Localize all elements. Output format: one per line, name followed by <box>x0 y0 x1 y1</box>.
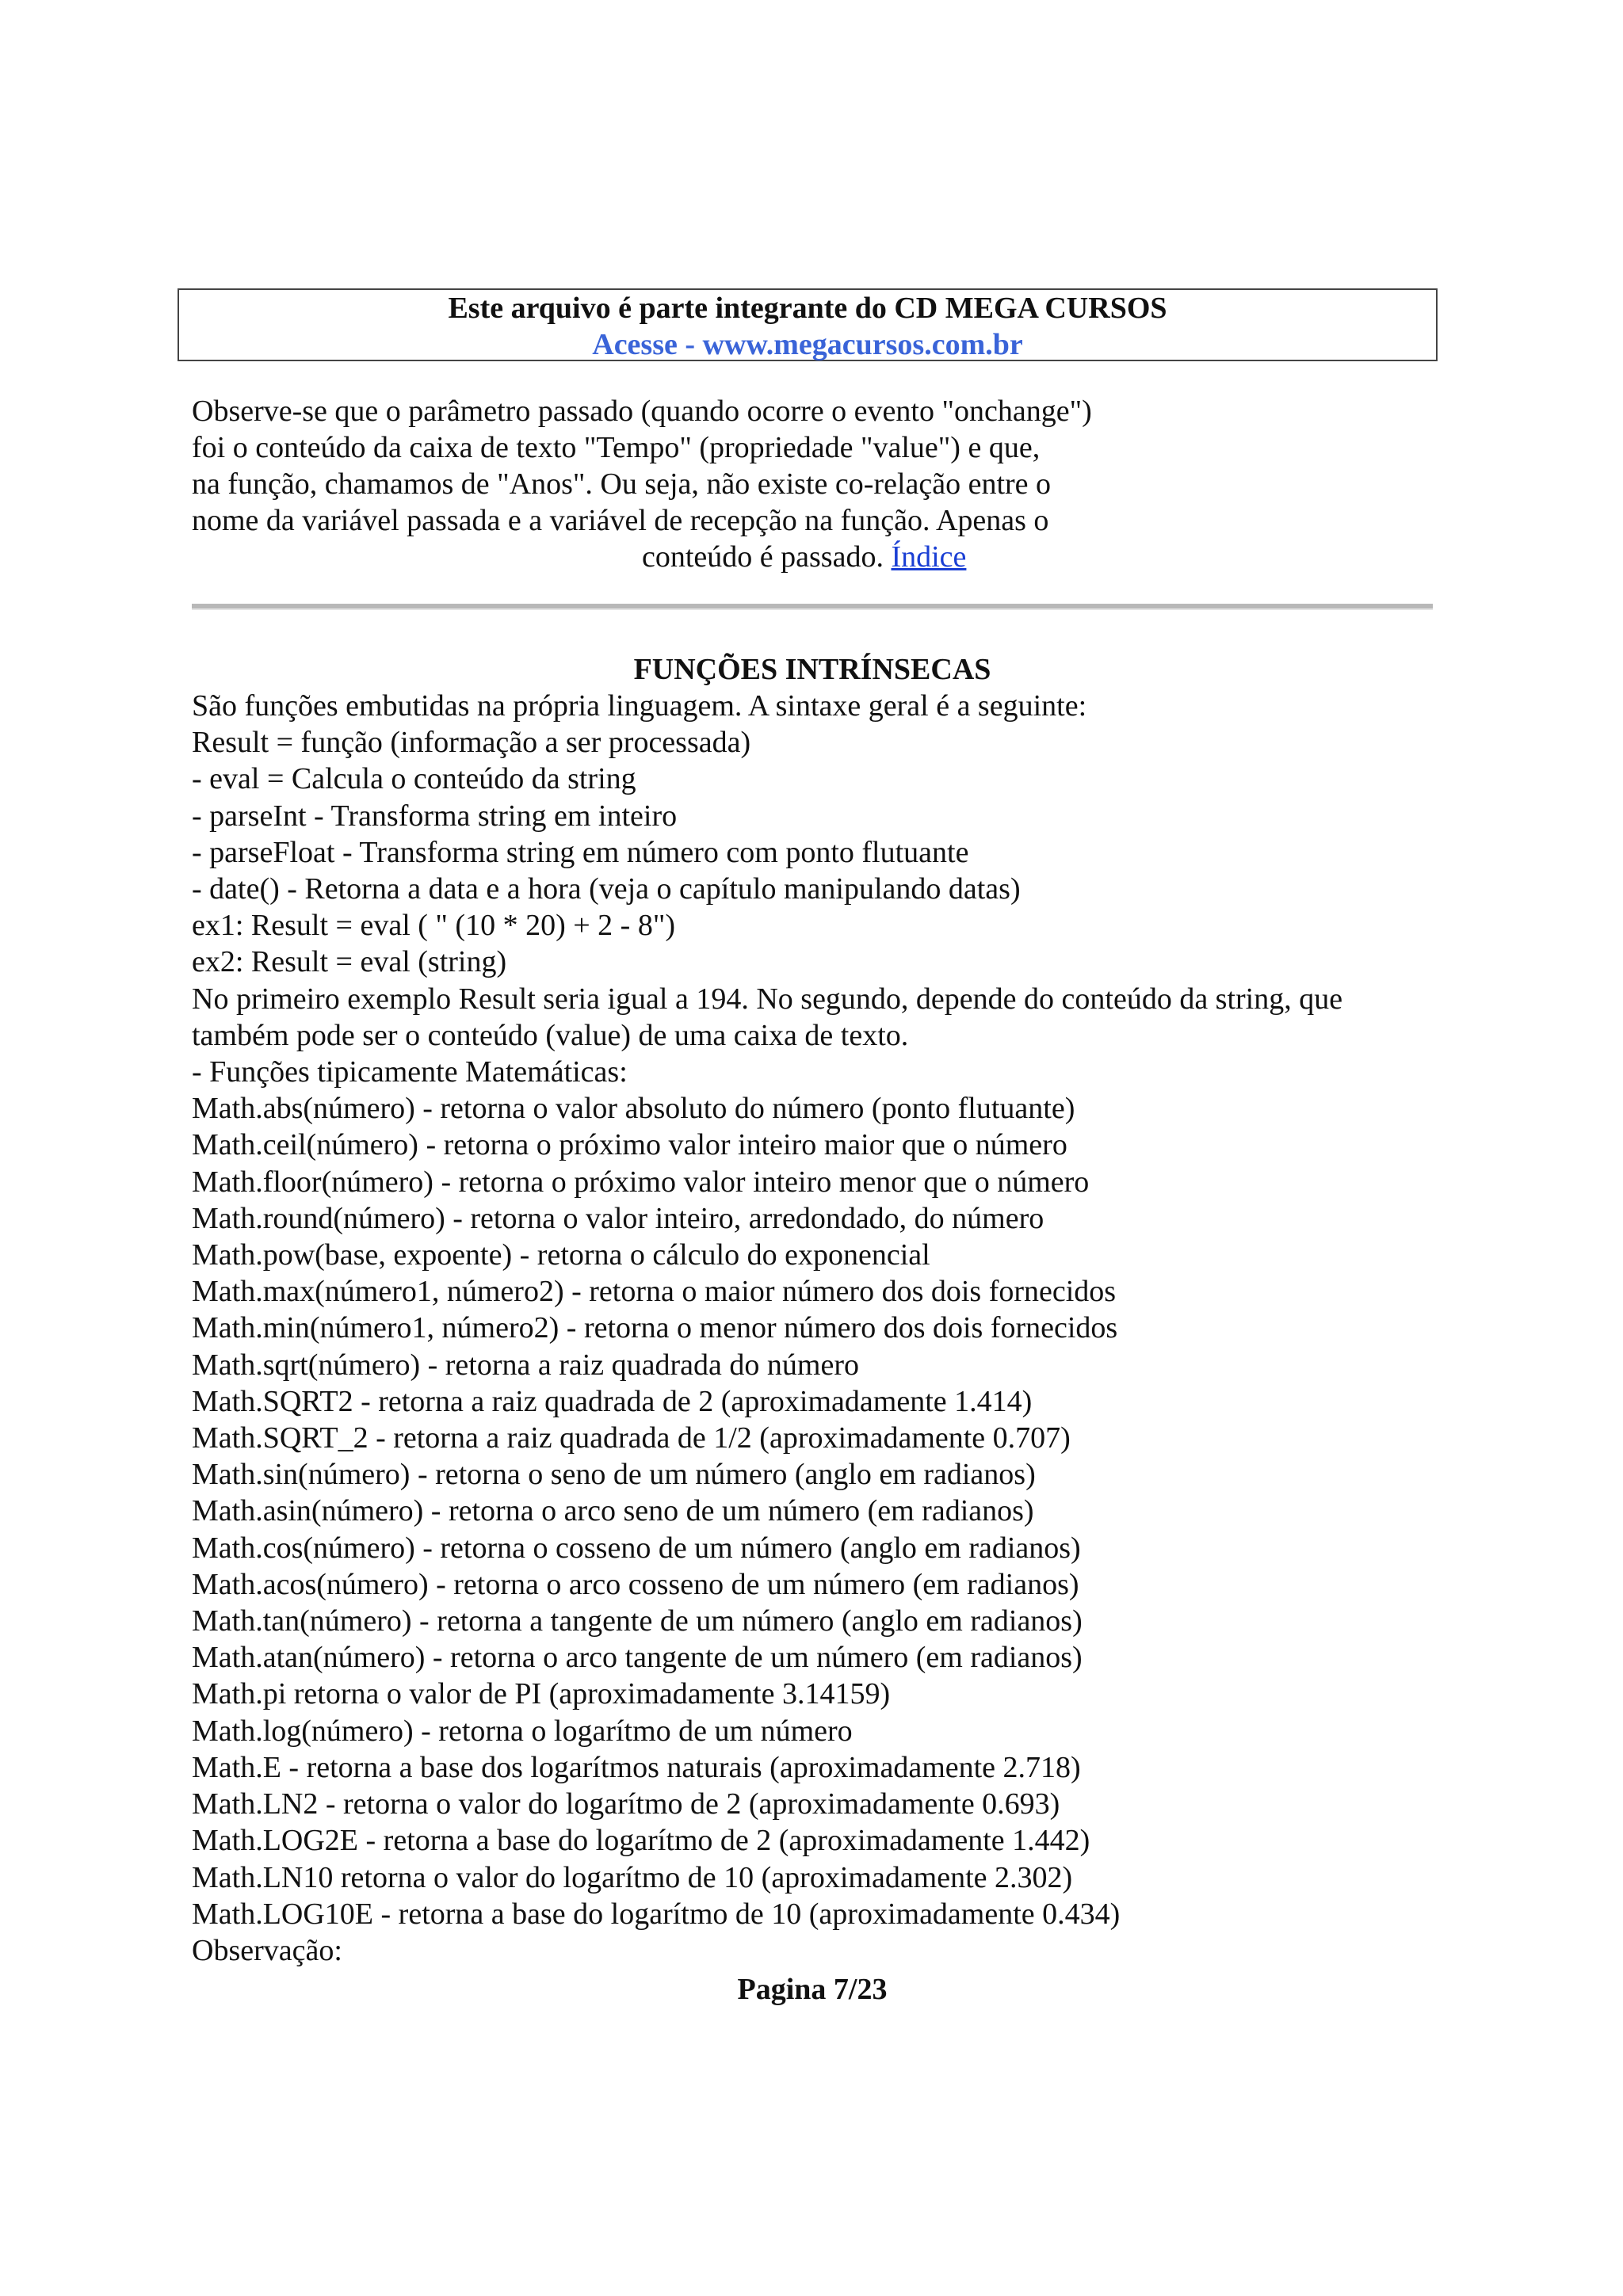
intro-last-line <box>192 539 1301 575</box>
body-line: Math.max(número1, número2) - retorna o maior número dos dois fornecidos <box>192 1275 1117 1309</box>
banner-title: Este arquivo é parte integrante do CD MEGA CURSOS <box>448 292 1167 325</box>
banner-site-link[interactable]: Acesse - www.megacursos.com.br <box>592 328 1023 361</box>
body-line: Math.round(número) - retorna o valor inteiro, arredondado, do número <box>192 1201 1044 1235</box>
body-line: - parseFloat - Transforma string em número com ponto flutuante <box>192 835 969 869</box>
body-line: Math.asin(número) - retorna o arco seno de um número (em radianos) <box>192 1494 1034 1528</box>
body-line: Math.LOG2E - retorna a base do logarítmo de 2 (aproximadamente 1.442) <box>192 1824 1090 1858</box>
intro-line: nome da variável passada e a variável de recepção na função. Apenas o <box>192 504 1049 537</box>
section-body <box>192 688 1444 1969</box>
horizontal-divider <box>192 604 1433 610</box>
body-line: - date() - Retorna a data e a hora (veja o capítulo manipulando datas) <box>192 872 1021 906</box>
intro-line: foi o conteúdo da caixa de texto "Tempo" (propriedade "value") e que, <box>192 431 1041 464</box>
body-line: ex1: Result = eval ( " (10 * 20) + 2 - 8") <box>192 909 675 943</box>
body-line: Result = função (informação a ser processada) <box>192 726 751 760</box>
index-link[interactable]: Índice <box>891 540 967 574</box>
body-line: No primeiro exemplo Result seria igual a 194. No segundo, depende do conteúdo da string, que <box>192 982 1343 1016</box>
page-number: Pagina 7/23 <box>737 1973 888 2006</box>
intro-paragraph <box>192 393 1301 575</box>
body-line: Math.SQRT_2 - retorna a raiz quadrada de 1/2 (aproximadamente 0.707) <box>192 1421 1071 1455</box>
body-line: Math.LN2 - retorna o valor do logarítmo de 2 (aproximadamente 0.693) <box>192 1787 1060 1821</box>
body-line: Math.LN10 retorna o valor do logarítmo de 10 (aproximadamente 2.302) <box>192 1860 1073 1894</box>
body-line: Math.floor(número) - retorna o próximo valor inteiro menor que o número <box>192 1165 1090 1199</box>
body-line: Math.sqrt(número) - retorna a raiz quadrada do número <box>192 1348 859 1382</box>
body-line: Math.pow(base, expoente) - retorna o cálculo do exponencial <box>192 1238 930 1272</box>
body-line: - eval = Calcula o conteúdo da string <box>192 762 636 796</box>
body-line: Math.pi retorna o valor de PI (aproximadamente 3.14159) <box>192 1677 891 1711</box>
body-line: também pode ser o conteúdo (value) de uma caixa de texto. <box>192 1018 909 1052</box>
body-line: - parseInt - Transforma string em inteiro <box>192 799 678 833</box>
body-line: Math.E - retorna a base dos logarítmos naturais (aproximadamente 2.718) <box>192 1750 1081 1784</box>
body-line: - Funções tipicamente Matemáticas: <box>192 1055 628 1089</box>
body-line: Math.min(número1, número2) - retorna o menor número dos dois fornecidos <box>192 1311 1118 1345</box>
section-title: FUNÇÕES INTRÍNSECAS <box>633 653 991 686</box>
body-line: Math.log(número) - retorna o logarítmo de um número <box>192 1714 853 1748</box>
body-line: Math.sin(número) - retorna o seno de um número (anglo em radianos) <box>192 1458 1036 1492</box>
body-line: Math.cos(número) - retorna o cosseno de um número (anglo em radianos) <box>192 1531 1081 1565</box>
body-line: Observação: <box>192 1933 342 1967</box>
body-line: Math.acos(número) - retorna o arco cosseno de um número (em radianos) <box>192 1567 1079 1601</box>
body-line: Math.atan(número) - retorna o arco tangente de um número (em radianos) <box>192 1641 1083 1675</box>
body-line: Math.ceil(número) - retorna o próximo valor inteiro maior que o número <box>192 1128 1067 1162</box>
body-line: São funções embutidas na própria linguagem. A sintaxe geral é a seguinte: <box>192 689 1087 723</box>
body-line: ex2: Result = eval (string) <box>192 945 507 979</box>
intro-line: na função, chamamos de "Anos". Ou seja, não existe co-relação entre o <box>192 467 1052 501</box>
body-line: Math.SQRT2 - retorna a raiz quadrada de 2 (aproximadamente 1.414) <box>192 1384 1033 1418</box>
body-line: Math.abs(número) - retorna o valor absoluto do número (ponto flutuante) <box>192 1092 1075 1126</box>
header-banner <box>178 288 1438 361</box>
body-line: Math.tan(número) - retorna a tangente de um número (anglo em radianos) <box>192 1604 1083 1638</box>
intro-line: Observe-se que o parâmetro passado (quando ocorre o evento "onchange") <box>192 395 1092 428</box>
intro-last-text: conteúdo é passado. <box>642 540 884 574</box>
body-line: Math.LOG10E - retorna a base do logarítmo de 10 (aproximadamente 0.434) <box>192 1897 1121 1931</box>
